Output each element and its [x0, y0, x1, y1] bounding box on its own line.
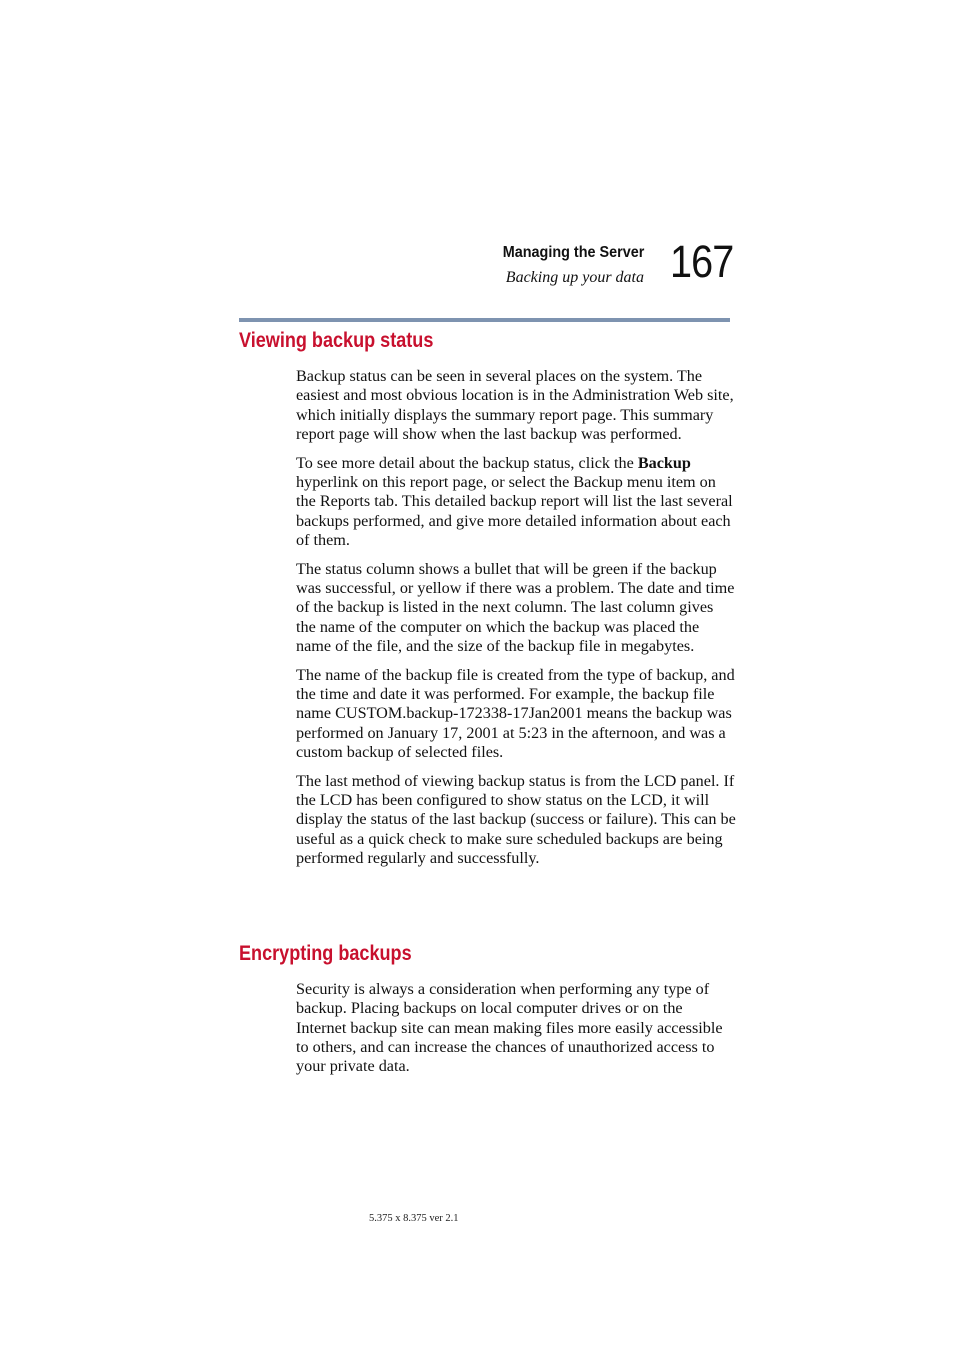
section-title: Backing up your data [505, 269, 644, 286]
heading-viewing-backup-status: Viewing backup status [239, 329, 434, 352]
header-rule [239, 318, 730, 322]
paragraph: The name of the backup file is created from the type of backup, and the time and date it was performed. For example, the backup file name CUSTOM.backup-172338-17Jan2001 means the backup was performed on January 17, 2001 at 5:23 in the afternoon, and was a custom backup of selected files. [296, 665, 735, 761]
paragraph: To see more detail about the backup status, click the Backup hyperlink on this report page, or select the Backup menu item on the Reports tab. This detailed backup report will list the last several backups performed, and give more detailed information about each of them. [296, 453, 733, 549]
heading-encrypting-backups: Encrypting backups [239, 942, 412, 965]
footer-note: 5.375 x 8.375 ver 2.1 [369, 1213, 459, 1224]
paragraph: The last method of viewing backup status is from the LCD panel. If the LCD has been configured to show status on the LCD, it will display the status of the last backup (success or failure). This can be useful as a quick check to make sure scheduled backups are being performed regularly and successfully. [296, 771, 736, 867]
paragraph: The status column shows a bullet that will be green if the backup was successful, or yellow if there was a problem. The date and time of the backup is listed in the next column. The last column gives the name of the computer on which the backup was placed the name of the file, and the size of the backup file in megabytes. [296, 559, 735, 655]
section-encrypting-backups-body [296, 980, 736, 1086]
page-number: 167 [670, 236, 734, 287]
section-viewing-backup-status-body [296, 367, 736, 878]
backup-link-text: Backup [637, 453, 691, 472]
chapter-title: Managing the Server [502, 244, 644, 261]
paragraph: Security is always a consideration when performing any type of backup. Placing backups on local computer drives or on the Internet backup site can mean making files more easily accessible to others, and can increase the chances of unauthorized access to your private data. [296, 980, 723, 1076]
paragraph: Backup status can be seen in several places on the system. The easiest and most obvious location is in the Administration Web site, which initially displays the summary report page. This summary report page will show when the last backup was performed. [296, 367, 734, 443]
